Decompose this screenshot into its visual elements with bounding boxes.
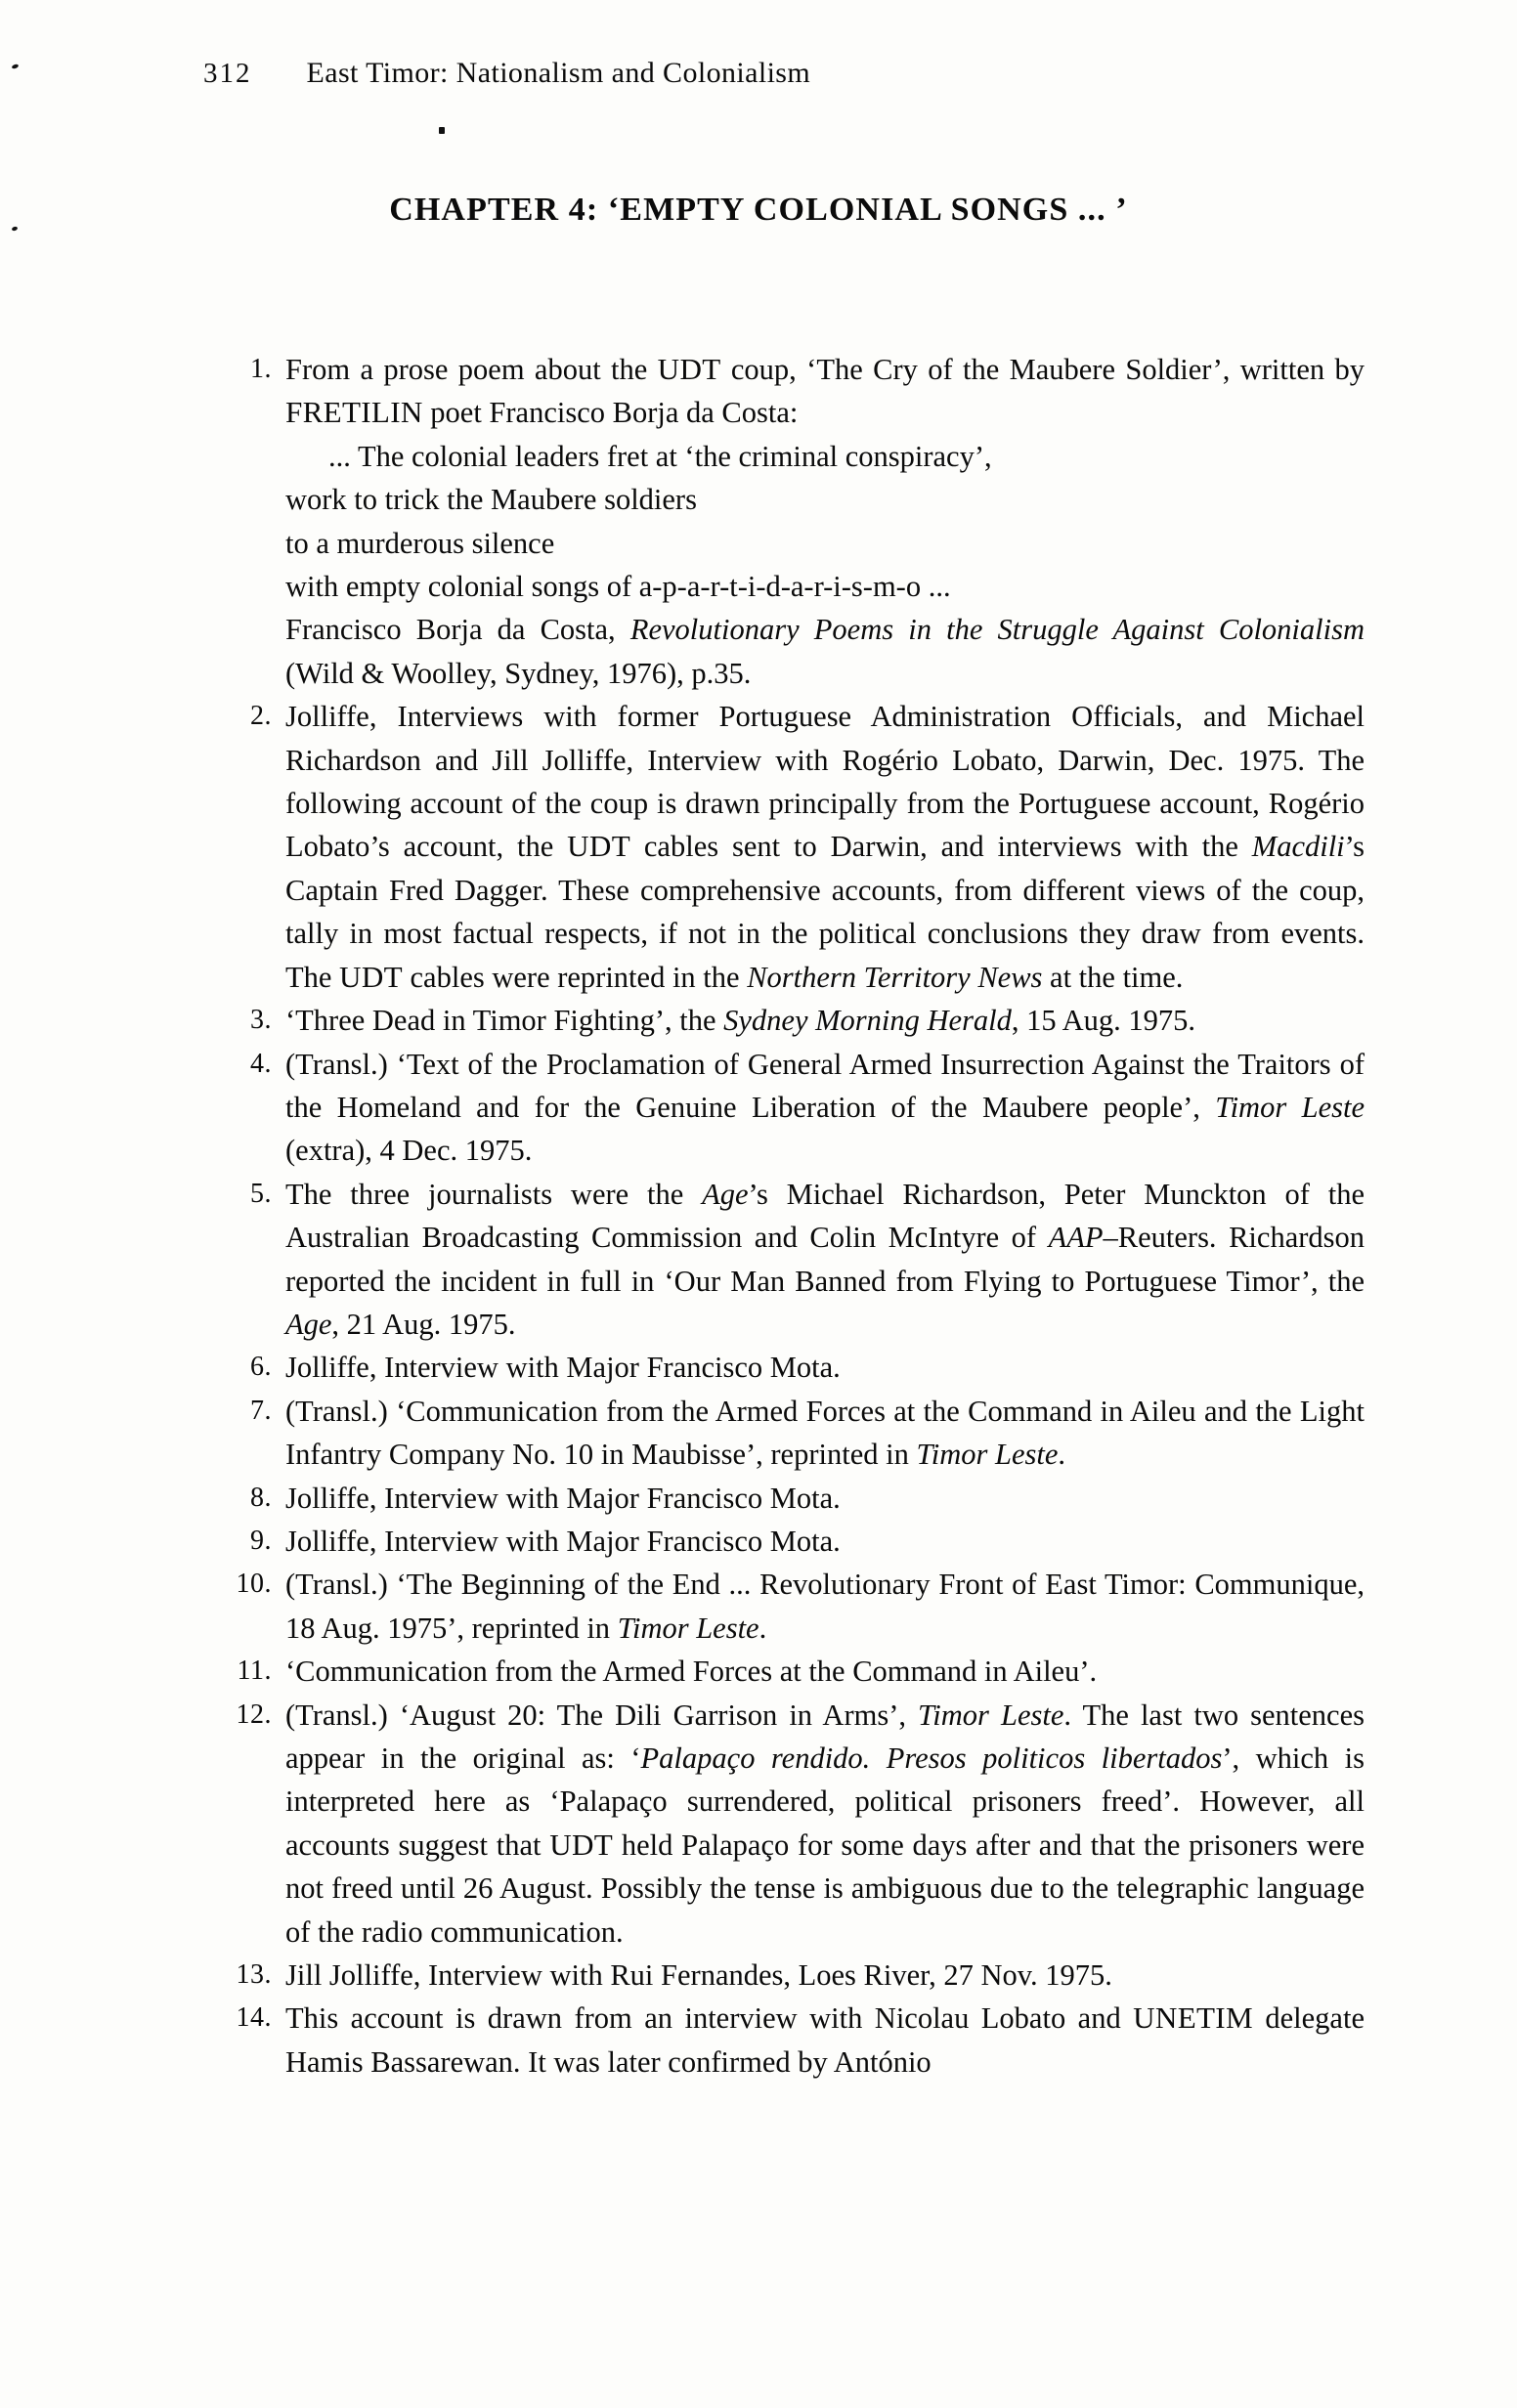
- note-item: [231, 1563, 1365, 1650]
- italic-newspaper-title: Northern Territory News: [747, 960, 1043, 994]
- note-segment: ‘Three Dead in Timor Fighting’, the: [285, 1004, 724, 1038]
- note-segment: (Transl.) ‘The Beginning of the End ... Revolutionary Front of East Timor: Communique, 18 Aug. 1975’, reprinted in: [285, 1568, 1365, 1645]
- note-item: [231, 1346, 1365, 1389]
- smallcaps-unetim: UNETIM: [1133, 2000, 1253, 2036]
- note-item: [231, 1043, 1365, 1173]
- smallcaps-udt: UDT: [657, 352, 721, 386]
- note-segment: delegate Hamis Bassarewan. It was later confirmed by António: [285, 2001, 1365, 2079]
- note-segment: .: [758, 1611, 767, 1645]
- note-number: 9.: [250, 1525, 272, 1556]
- smallcaps-udt: UDT: [567, 829, 630, 864]
- note-text: Jolliffe, Interview with Major Francisco Mota.: [285, 1524, 841, 1558]
- italic-newspaper-title: Age: [702, 1177, 749, 1211]
- running-head-title: East Timor: Nationalism and Colonialism: [306, 57, 811, 89]
- note-segment: .: [1058, 1438, 1065, 1472]
- note-lead-2: coup, ‘The Cry of the Maubere Soldier’, written by: [720, 353, 1365, 386]
- note-item: [231, 348, 1365, 695]
- note-text: [285, 1563, 1365, 1650]
- note-item: [231, 1997, 1365, 2084]
- verse-line: work to trick the Maubere soldiers: [285, 483, 697, 517]
- note-number: 11.: [237, 1656, 272, 1687]
- italic-portuguese-quote: Palapaço rendido. Presos politicos libertados: [640, 1742, 1223, 1775]
- note-segment: –Reuters. Richardson reported the incident in full in ‘Our Man Banned from Flying to Portuguese Timor’, the: [285, 1221, 1365, 1298]
- note-segment: cables were reprinted in the: [402, 960, 748, 994]
- note-number: 4.: [250, 1048, 272, 1079]
- note-segment: (Transl.) ‘August 20: The Dili Garrison in Arms’,: [285, 1698, 919, 1732]
- note-text: [285, 1043, 1365, 1173]
- note-segment: Jolliffe, Interviews with former Portuguese Administration Officials, and Michael Richardson and Jill Jolliffe, Interview with Rogério Lobato, Darwin, Dec. 1975. The following account of the coup is drawn principally from the Portuguese account, Rogério Lobato’s account, the: [285, 700, 1365, 864]
- note-number: 12.: [236, 1698, 272, 1730]
- note-text: [285, 999, 1365, 1042]
- note-segment: ’s Michael Richardson, Peter Munckton of the Australian Broadcasting Commission and Colin McIntyre of: [285, 1177, 1365, 1255]
- italic-ship-name: Macdili: [1251, 830, 1345, 864]
- note-segment: (Transl.) ‘Communication from the Armed Forces at the Command in Aileu and the Light Infantry Company No. 10 in Maubisse’, reprinted in: [285, 1394, 1365, 1472]
- note-segment: . The last two sentences appear in the original as: ‘: [285, 1698, 1365, 1775]
- note-number: 10.: [236, 1569, 272, 1600]
- note-segment: , 21 Aug. 1975.: [331, 1307, 516, 1341]
- italic-publication-title: Timor Leste: [918, 1698, 1064, 1732]
- verse-block: [285, 435, 1365, 609]
- note-segment: at the time.: [1042, 960, 1184, 994]
- verse-line: with empty colonial songs of a-p-a-r-t-i-d-a-r-i-s-m-o ...: [285, 570, 951, 604]
- note-segment: (Transl.) ‘Text of the Proclamation of General Armed Insurrection Against the Traitors of the Homeland and for the Genuine Liberation of the Maubere people’,: [285, 1047, 1365, 1124]
- note-text: [285, 1390, 1365, 1477]
- citation-title: Revolutionary Poems in the Struggle Against Colonialism: [629, 613, 1365, 647]
- note-number: 1.: [250, 354, 272, 384]
- note-segment: cables sent to Darwin, and interviews with the: [630, 830, 1252, 864]
- note-item: [231, 1477, 1365, 1520]
- note-lead: From a prose poem about the: [285, 353, 658, 386]
- page-number: 312: [203, 58, 252, 89]
- note-number: 8.: [250, 1482, 272, 1513]
- note-item: [231, 1694, 1365, 1954]
- note-text: Jill Jolliffe, Interview with Rui Fernandes, Loes River, 27 Nov. 1975.: [285, 1958, 1112, 1993]
- italic-publication-title: Timor Leste: [617, 1611, 759, 1645]
- italic-publication-title: Timor Leste: [916, 1438, 1059, 1472]
- citation-line: [285, 608, 1365, 695]
- note-number: 3.: [250, 1005, 272, 1036]
- note-item: [231, 1390, 1365, 1477]
- note-number: 2.: [250, 701, 272, 732]
- note-number: 7.: [250, 1395, 272, 1426]
- note-lead-3: poet Francisco Borja da Costa:: [422, 396, 799, 430]
- scan-speck-left-top: [12, 64, 20, 69]
- note-number: 6.: [250, 1352, 272, 1383]
- note-segment: held Palapaço for some days after and that the prisoners were not freed until 26 August. Possibly the tense is ambiguous due to the telegraphic language of the radio communication.: [285, 1828, 1365, 1949]
- note-item: [231, 1520, 1365, 1563]
- note-text: [285, 1997, 1365, 2084]
- note-segment: (extra), 4 Dec. 1975.: [285, 1134, 533, 1168]
- chapter-heading: CHAPTER 4: ‘EMPTY COLONIAL SONGS ... ’: [389, 192, 1128, 228]
- italic-newspaper-title: Sydney Morning Herald: [723, 1004, 1012, 1038]
- italic-agency-name: AAP: [1048, 1221, 1104, 1255]
- verse-line: ... The colonial leaders fret at ‘the criminal conspiracy’,: [328, 439, 992, 473]
- note-text: Jolliffe, Interview with Major Francisco Mota.: [285, 1351, 841, 1385]
- note-segment: , 15 Aug. 1975.: [1011, 1004, 1196, 1038]
- note-text: [285, 695, 1365, 999]
- note-item: [231, 1650, 1365, 1693]
- note-text: [285, 1173, 1365, 1347]
- smallcaps-udt: UDT: [339, 959, 403, 994]
- note-item: [231, 999, 1365, 1042]
- running-head: [203, 57, 1357, 90]
- note-segment: ’, which is interpreted here as ‘Palapaço surrendered, political prisoners freed’. However, all accounts suggest that: [285, 1742, 1365, 1862]
- note-text: [285, 1694, 1365, 1954]
- note-item: [231, 1173, 1365, 1347]
- note-segment: The three journalists were the: [285, 1177, 703, 1211]
- note-text: Jolliffe, Interview with Major Francisco Mota.: [285, 1481, 841, 1515]
- note-number: 5.: [250, 1178, 272, 1209]
- citation-author: Francisco Borja da Costa,: [285, 613, 630, 647]
- note-item: [231, 1954, 1365, 1997]
- notes-list: [231, 348, 1365, 2084]
- note-number: 14.: [236, 2002, 272, 2034]
- note-segment: ’s Captain Fred Dagger. These comprehensive accounts, from different views of the coup, tally in most factual respects, if not in the political conclusions they draw from events. The: [285, 830, 1365, 994]
- italic-newspaper-title: Age: [285, 1307, 332, 1341]
- verse-line: to a murderous silence: [285, 526, 555, 560]
- note-text: ‘Communication from the Armed Forces at the Command in Aileu’.: [285, 1655, 1098, 1689]
- note-item: [231, 695, 1365, 999]
- note-segment: This account is drawn from an interview with Nicolau Lobato and: [285, 2001, 1134, 2036]
- scan-speck-center: [439, 127, 445, 134]
- smallcaps-fretilin: FRETILIN: [285, 395, 423, 430]
- citation-imprint: (Wild & Woolley, Sydney, 1976), p.35.: [285, 656, 752, 690]
- note-number: 13.: [236, 1959, 272, 1991]
- note-text: [285, 348, 1365, 695]
- italic-publication-title: Timor Leste: [1215, 1090, 1365, 1124]
- smallcaps-udt: UDT: [549, 1827, 614, 1862]
